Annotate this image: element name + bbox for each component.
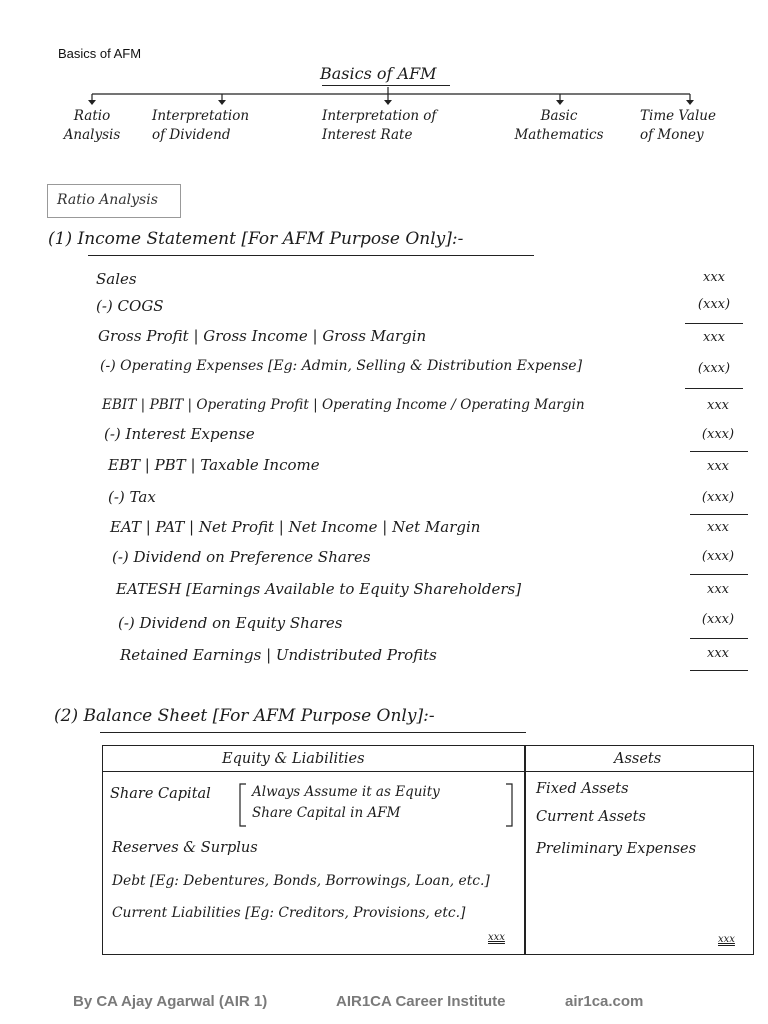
income-value-ebit: xxx (707, 398, 729, 413)
income-value-eatesh: xxx (707, 582, 729, 597)
footer-website[interactable]: air1ca.com (565, 993, 644, 1010)
income-value-operating-expenses: (xxx) (697, 361, 731, 376)
total-rule (690, 670, 748, 671)
tree-title: Basics of AFM (320, 64, 437, 83)
total-rule (690, 514, 748, 515)
balance-sheet-column-divider (524, 745, 526, 955)
bs-asset-current: Current Assets (536, 809, 646, 825)
income-value-tax: (xxx) (701, 490, 735, 505)
income-line-cogs: (-) COGS (96, 297, 164, 315)
income-value-cogs: (xxx) (697, 297, 731, 312)
income-line-tax: (-) Tax (108, 488, 156, 506)
balance-heading-underline (100, 732, 526, 733)
bs-left-total: xxx (488, 932, 505, 943)
income-line-eat: EAT | PAT | Net Profit | Net Income | Net Margin (110, 518, 481, 536)
section-box-label: Ratio Analysis (57, 192, 158, 208)
bs-share-note-2: Share Capital in AFM (252, 805, 401, 821)
income-statement-heading: (1) Income Statement [For AFM Purpose Only]:- (48, 229, 464, 249)
bs-reserves-surplus: Reserves & Surplus (112, 840, 258, 856)
footer-author: By CA Ajay Agarwal (AIR 1) (73, 993, 268, 1010)
income-line-gross-profit: Gross Profit | Gross Income | Gross Margin (98, 327, 427, 345)
income-line-interest-expense: (-) Interest Expense (104, 425, 255, 443)
document-header: Basics of AFM (58, 46, 142, 61)
bs-share-capital: Share Capital (110, 786, 211, 802)
income-value-equity-dividend: (xxx) (701, 612, 735, 627)
branch-time-value-of-money: Time Value of Money (640, 108, 716, 143)
total-rule (685, 323, 743, 324)
income-line-ebt: EBT | PBT | Taxable Income (108, 456, 320, 474)
income-value-interest-expense: (xxx) (701, 427, 735, 442)
total-rule (690, 638, 748, 639)
balance-sheet-heading: (2) Balance Sheet [For AFM Purpose Only]:- (54, 706, 435, 726)
bs-header-equity-liabilities: Equity & Liabilities (222, 751, 365, 767)
income-value-ebt: xxx (707, 459, 729, 474)
bs-share-note-1: Always Assume it as Equity (252, 784, 440, 800)
income-line-equity-dividend: (-) Dividend on Equity Shares (118, 614, 343, 632)
page-footer (0, 990, 768, 1014)
income-line-sales: Sales (96, 270, 137, 288)
income-value-sales: xxx (703, 270, 725, 285)
bs-right-total: xxx (718, 934, 735, 945)
branch-basic-mathematics: Basic Mathematics (514, 108, 604, 143)
income-line-retained-earnings: Retained Earnings | Undistributed Profits (120, 646, 437, 664)
income-line-operating-expenses: (-) Operating Expenses [Eg: Admin, Selling & Distribution Expense] (100, 358, 583, 374)
balance-sheet-header-rule (102, 771, 754, 772)
branch-ratio-analysis: Ratio Analysis (63, 108, 121, 143)
total-rule (685, 388, 743, 389)
branch-interpretation-of-interest-rate: Interpretation of Interest Rate (322, 108, 437, 143)
section-box-ratio-analysis (47, 184, 181, 218)
branch-interpretation-of-dividend: Interpretation of Dividend (152, 108, 250, 143)
income-value-retained-earnings: xxx (707, 646, 729, 661)
footer-institute: AIR1CA Career Institute (336, 993, 506, 1010)
bs-asset-preliminary: Preliminary Expenses (536, 841, 697, 857)
income-value-eat: xxx (707, 520, 729, 535)
bs-asset-fixed: Fixed Assets (536, 781, 629, 797)
bs-header-assets: Assets (614, 751, 662, 767)
income-line-preference-dividend: (-) Dividend on Preference Shares (112, 548, 371, 566)
bs-current-liabilities: Current Liabilities [Eg: Creditors, Provisions, etc.] (112, 905, 466, 921)
income-value-preference-dividend: (xxx) (701, 549, 735, 564)
income-line-ebit: EBIT | PBIT | Operating Profit | Operating Income / Operating Margin (102, 397, 585, 413)
total-rule (690, 574, 748, 575)
income-value-gross-profit: xxx (703, 330, 725, 345)
tree-connectors (0, 0, 768, 110)
total-rule (690, 451, 748, 452)
income-line-eatesh: EATESH [Earnings Available to Equity Shareholders] (116, 580, 522, 598)
bs-debt: Debt [Eg: Debentures, Bonds, Borrowings, Loan, etc.] (112, 873, 490, 889)
income-heading-underline (88, 255, 534, 256)
